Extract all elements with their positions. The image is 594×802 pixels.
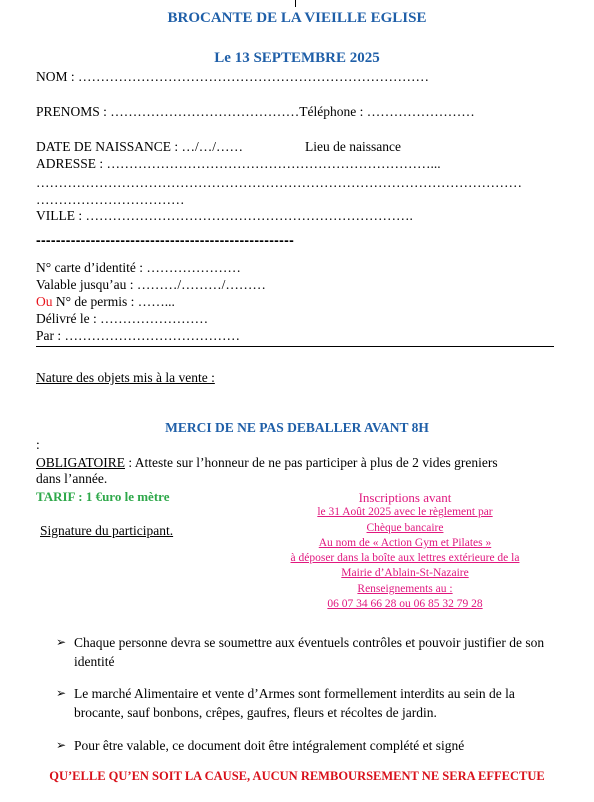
- arrow-bullet-icon: ➢: [56, 738, 67, 752]
- inscriptions-line: le 31 Août 2025 avec le règlement par: [317, 506, 493, 519]
- merci-notice: MERCI DE NE PAS DEBALLER AVANT 8H: [165, 420, 429, 435]
- nature-objets-label: Nature des objets mis à la vente :: [36, 370, 215, 385]
- date-naissance-field[interactable]: DATE DE NAISSANCE : …/…/……: [36, 139, 244, 154]
- ville-field[interactable]: VILLE : ……………………………………………………………….: [36, 208, 413, 223]
- valable-field[interactable]: Valable jusqu’au : ………/………/………: [36, 277, 266, 292]
- inscriptions-line: Renseignements au :: [357, 582, 453, 595]
- par-field[interactable]: Par : …………………………………: [36, 328, 240, 343]
- obligatoire-text-line2: dans l’année.: [36, 471, 108, 486]
- stray-colon: :: [36, 437, 40, 452]
- inscriptions-title: Inscriptions avant: [358, 490, 452, 505]
- adresse-line-2[interactable]: ………………………………………………………………………………………………: [36, 175, 522, 190]
- arrow-bullet-icon: ➢: [56, 635, 67, 649]
- prenoms-telephone-field[interactable]: PRENOMS : ……………………………………Téléphone : ……………………: [36, 104, 475, 119]
- bullet-text: Le marché Alimentaire et vente d’Armes sont formellement interdits au sein de la brocante, sauf bonbons, crêpes, gaufres, fleurs et récoltes de jardin.: [74, 686, 515, 720]
- inscriptions-phone[interactable]: 06 07 34 66 28 ou 06 85 32 79 28: [327, 598, 483, 611]
- bullet-text: Chaque personne devra se soumettre aux éventuels contrôles et pouvoir justifier de son identité: [74, 635, 545, 669]
- nom-field[interactable]: NOM : ……………………………………………………………………: [36, 69, 430, 84]
- inscriptions-line: Chèque bancaire: [366, 521, 444, 534]
- obligatoire-statement: [36, 455, 498, 471]
- inscriptions-line: Au nom de « Action Gym et Pilates »: [318, 536, 492, 549]
- obligatoire-label: OBLIGATOIRE: [36, 455, 125, 470]
- arrow-bullet-icon: ➢: [56, 686, 67, 700]
- page-title: BROCANTE DE LA VIEILLE EGLISE: [167, 10, 427, 26]
- carte-identite-field[interactable]: N° carte d’identité : …………………: [36, 260, 241, 275]
- ou-label: Ou: [36, 294, 53, 309]
- delivre-field[interactable]: Délivré le : ……………………: [36, 311, 209, 326]
- permis-label: N° de permis : ……...: [52, 294, 175, 309]
- obligatoire-text: : Atteste sur l’honneur de ne pas participer à plus de 2 vides greniers: [125, 455, 498, 470]
- dashed-separator: ----------------------------------------------------: [36, 232, 295, 248]
- tarif-label: TARIF : 1 €uro le mètre: [36, 489, 170, 504]
- lieu-naissance-label[interactable]: Lieu de naissance: [305, 139, 401, 154]
- footer-warning: QU’ELLE QU’EN SOIT LA CAUSE, AUCUN REMBOURSEMENT NE SERA EFFECTUE: [49, 769, 545, 783]
- inscriptions-line: à déposer dans la boîte aux lettres extérieure de la: [290, 552, 520, 565]
- section-rule: [36, 346, 554, 347]
- bullet-text: Pour être valable, ce document doit être intégralement complété et signé: [74, 738, 465, 753]
- permis-field[interactable]: [36, 294, 175, 310]
- signature-label: Signature du participant.: [40, 523, 174, 538]
- adresse-field[interactable]: ADRESSE : ………………………………………………………………...: [36, 156, 441, 171]
- inscriptions-box: [270, 490, 540, 612]
- event-date: Le 13 SEPTEMBRE 2025: [214, 50, 380, 66]
- inscriptions-line: Mairie d’Ablain-St-Nazaire: [341, 567, 469, 580]
- adresse-line-3[interactable]: ……………………………: [36, 192, 185, 207]
- top-tick-mark: [295, 0, 296, 7]
